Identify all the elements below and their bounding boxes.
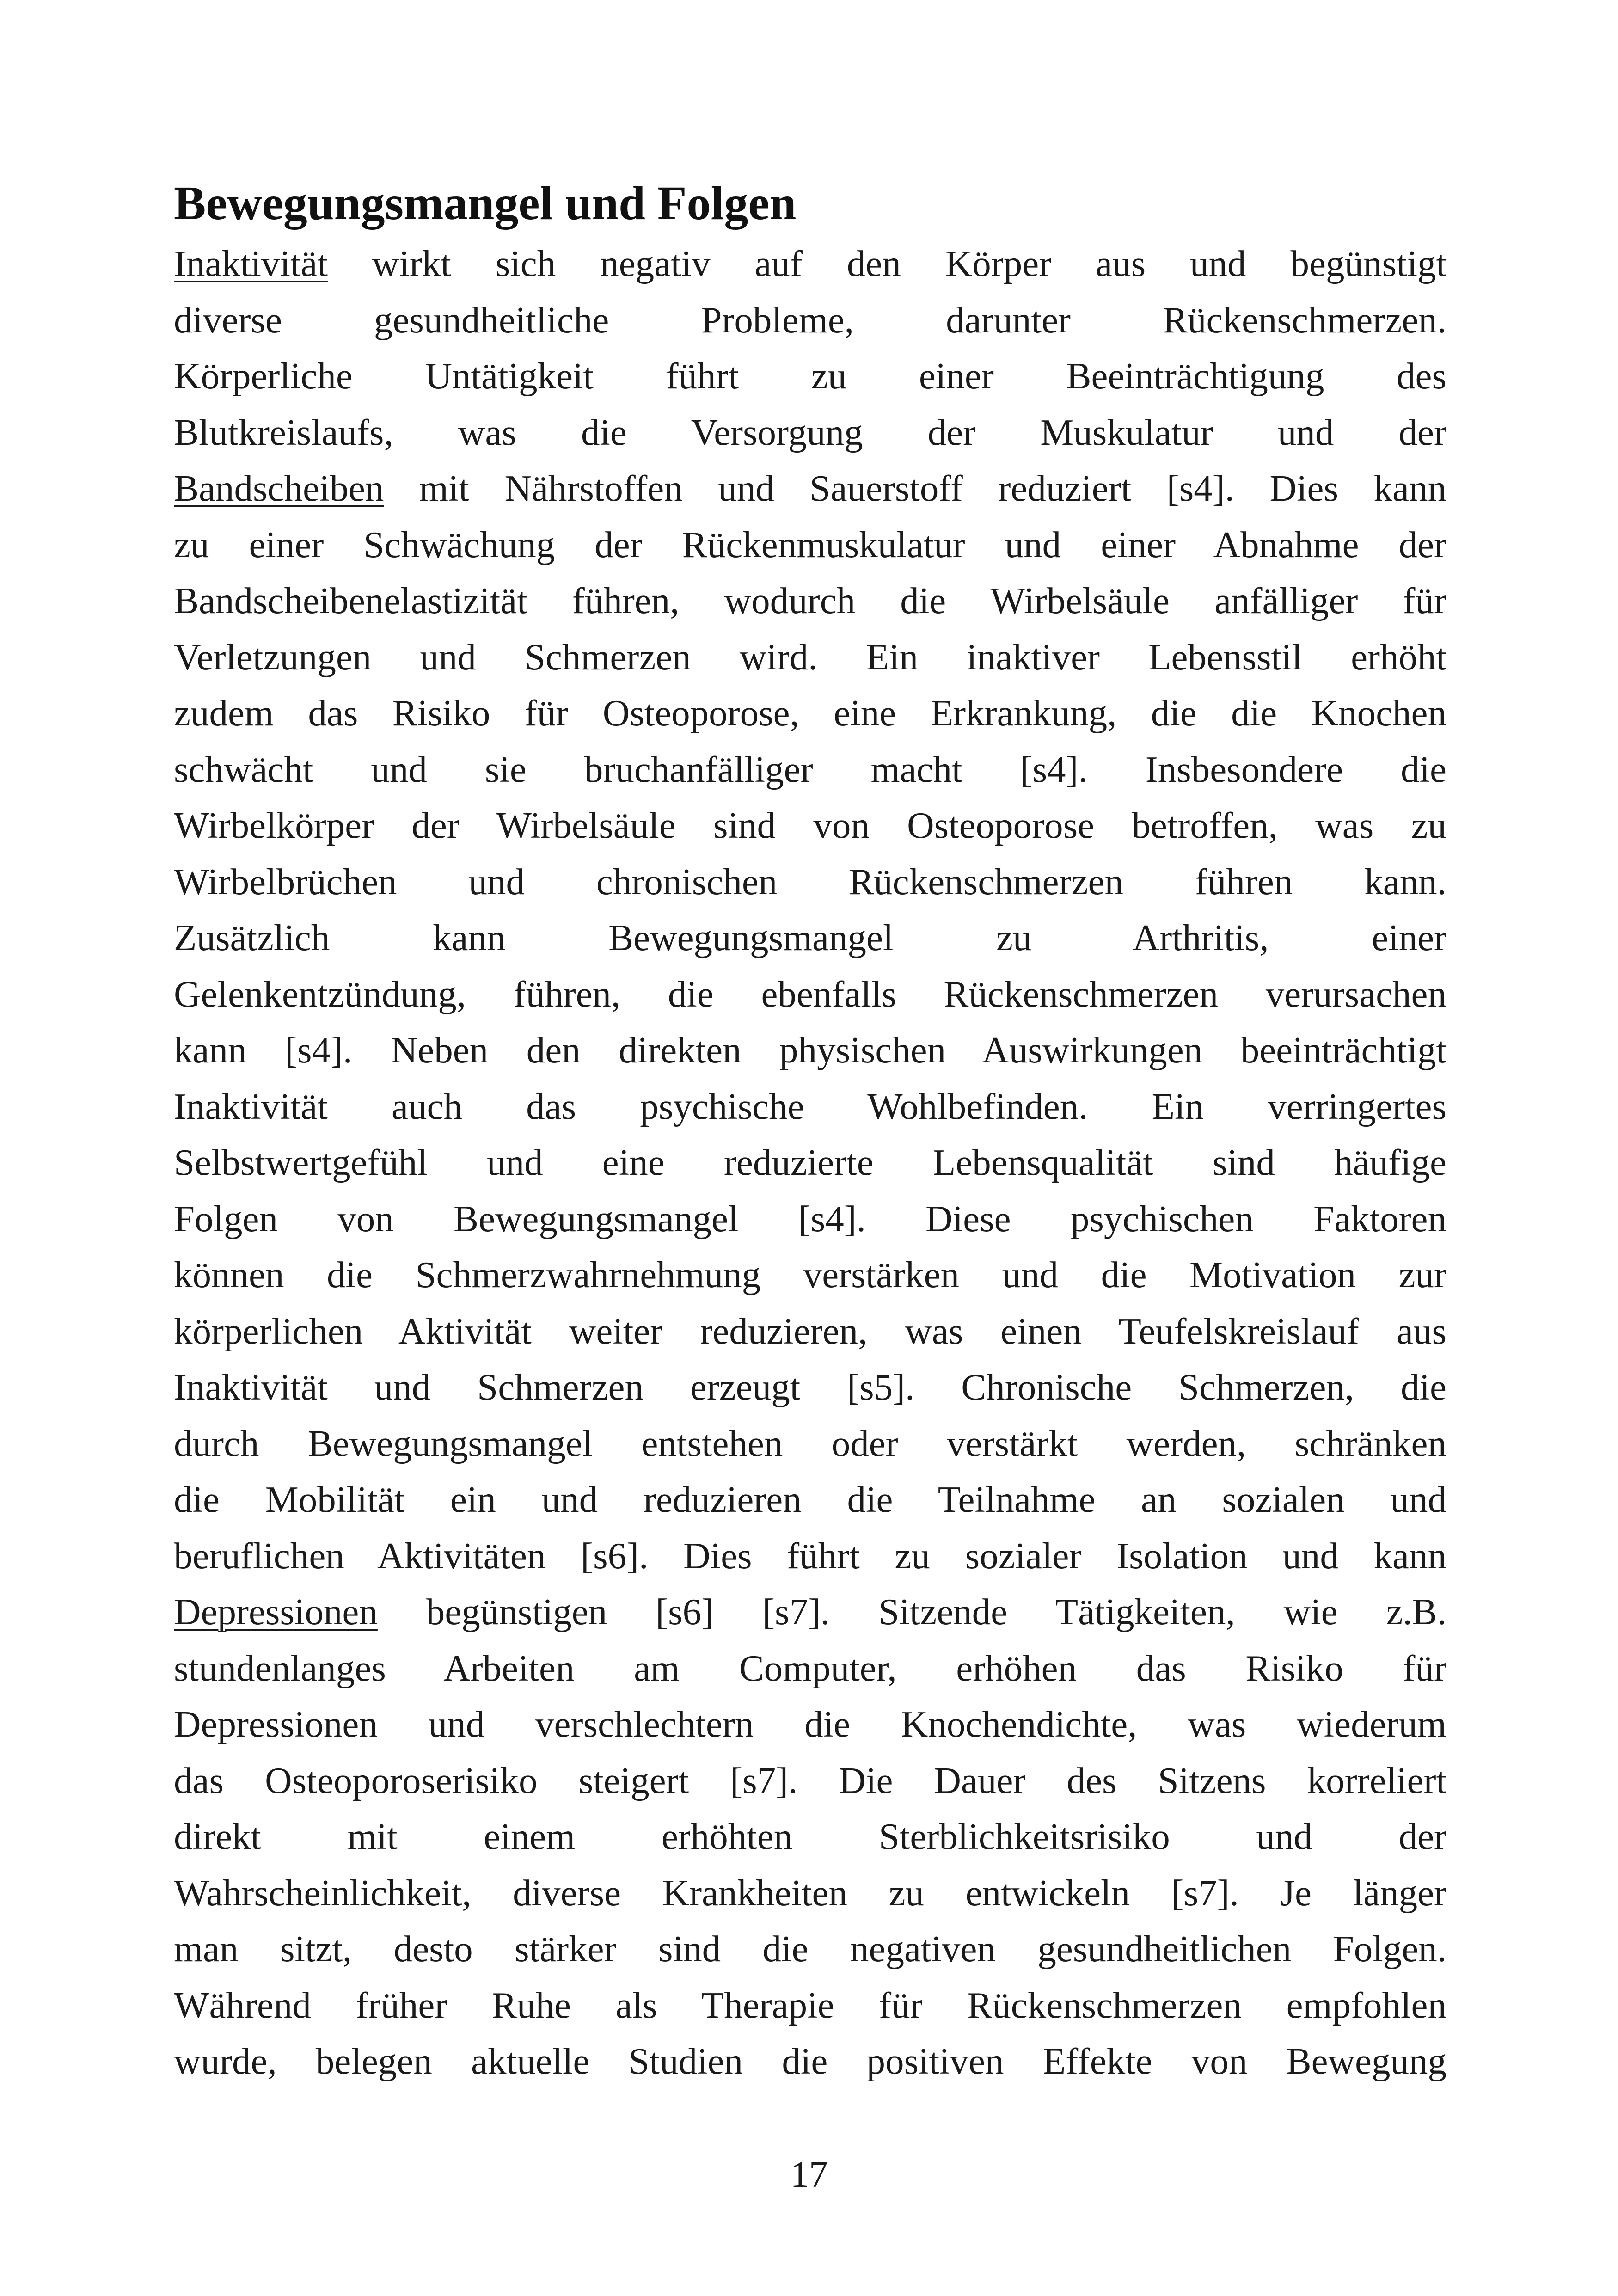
text-segment: Wirbelkörper der Wirbelsäule sind von Osteoporose betroffen, was zu xyxy=(174,804,1446,846)
text-segment: können die Schmerzwahrnehmung verstärken und die Motivation zur xyxy=(174,1254,1446,1295)
text-line xyxy=(174,2033,1446,2090)
text-line xyxy=(174,1079,1446,1135)
text-segment: stundenlanges Arbeiten am Computer, erhöhen das Risiko für xyxy=(174,1647,1446,1689)
text-segment: wurde, belegen aktuelle Studien die positiven Effekte von Bewegung xyxy=(174,2040,1446,2082)
text-segment: diverse gesundheitliche Probleme, darunter Rückenschmerzen. xyxy=(174,299,1446,341)
text-segment: direkt mit einem erhöhten Sterblichkeitsrisiko und der xyxy=(174,1816,1446,1857)
text-segment: Wirbelbrüchen und chronischen Rückenschmerzen führen kann. xyxy=(174,860,1446,902)
text-segment: kann [s4]. Neben den direkten physischen Auswirkungen beeinträchtigt xyxy=(174,1029,1446,1071)
text-line xyxy=(174,405,1446,461)
text-line xyxy=(174,1865,1446,1922)
text-line xyxy=(174,1022,1446,1079)
text-segment: zu einer Schwächung der Rückenmuskulatur und einer Abnahme der xyxy=(174,523,1446,565)
text-segment: die Mobilität ein und reduzieren die Teilnahme an sozialen und xyxy=(174,1479,1446,1520)
underlined-term: Inaktivität xyxy=(174,243,328,284)
text-line xyxy=(174,236,1446,292)
text-segment: Depressionen und verschlechtern die Knochendichte, was wiederum xyxy=(174,1703,1446,1745)
underlined-term: Depressionen xyxy=(174,1591,378,1633)
text-segment: Zusätzlich kann Bewegungsmangel zu Arthritis, einer xyxy=(174,917,1446,958)
text-line xyxy=(174,685,1446,742)
text-segment: durch Bewegungsmangel entstehen oder verstärkt werden, schränken xyxy=(174,1422,1446,1464)
text-line xyxy=(174,573,1446,629)
text-line xyxy=(174,1528,1446,1584)
text-line xyxy=(174,460,1446,517)
text-line xyxy=(174,1472,1446,1528)
text-line xyxy=(174,1416,1446,1472)
text-line xyxy=(174,1135,1446,1191)
text-segment: Körperliche Untätigkeit führt zu einer Beeinträchtigung des xyxy=(174,355,1446,397)
text-segment: wirkt sich negativ auf den Körper aus und begünstigt xyxy=(327,243,1446,284)
text-line xyxy=(174,517,1446,573)
text-line xyxy=(174,966,1446,1023)
text-line xyxy=(174,742,1446,798)
text-line xyxy=(174,854,1446,910)
text-segment: mit Nährstoffen und Sauerstoff reduziert [s4]. Dies kann xyxy=(384,467,1446,509)
text-line xyxy=(174,1753,1446,1809)
text-line xyxy=(174,1247,1446,1303)
text-line xyxy=(174,292,1446,349)
text-line xyxy=(174,629,1446,686)
text-segment: Inaktivität und Schmerzen erzeugt [s5]. Chronische Schmerzen, die xyxy=(174,1366,1446,1408)
text-segment: Gelenkentzündung, führen, die ebenfalls Rückenschmerzen verursachen xyxy=(174,973,1446,1015)
text-line xyxy=(174,1303,1446,1360)
text-line xyxy=(174,1977,1446,2034)
text-segment: Inaktivität auch das psychische Wohlbefinden. Ein verringertes xyxy=(174,1085,1446,1127)
text-line xyxy=(174,1191,1446,1247)
text-segment: Wahrscheinlichkeit, diverse Krankheiten zu entwickeln [s7]. Je länger xyxy=(174,1872,1446,1914)
text-segment: beruflichen Aktivitäten [s6]. Dies führt zu sozialer Isolation und kann xyxy=(174,1535,1446,1577)
body-paragraph xyxy=(174,236,1446,2090)
text-segment: das Osteoporoserisiko steigert [s7]. Die Dauer des Sitzens korreliert xyxy=(174,1759,1446,1801)
text-line xyxy=(174,1809,1446,1865)
page-number: 17 xyxy=(790,2154,828,2195)
text-line xyxy=(174,1640,1446,1697)
text-segment: Folgen von Bewegungsmangel [s4]. Diese psychischen Faktoren xyxy=(174,1197,1446,1240)
text-line xyxy=(174,1584,1446,1640)
text-segment: Während früher Ruhe als Therapie für Rückenschmerzen empfohlen xyxy=(174,1984,1446,2026)
text-segment: zudem das Risiko für Osteoporose, eine Erkrankung, die die Knochen xyxy=(174,692,1446,734)
text-segment: Blutkreislaufs, was die Versorgung der Muskulatur und der xyxy=(174,411,1446,453)
text-line xyxy=(174,1921,1446,1977)
text-segment: Bandscheibenelastizität führen, wodurch die Wirbelsäule anfälliger für xyxy=(174,580,1446,621)
text-line xyxy=(174,1359,1446,1416)
text-line xyxy=(174,348,1446,405)
underlined-term: Bandscheiben xyxy=(174,467,384,509)
text-line xyxy=(174,910,1446,966)
text-segment: begünstigen [s6] [s7]. Sitzende Tätigkeiten, wie z.B. xyxy=(377,1591,1446,1633)
text-segment: schwächt und sie bruchanfälliger macht [s4]. Insbesondere die xyxy=(174,748,1446,790)
text-segment: man sitzt, desto stärker sind die negativen gesundheitlichen Folgen. xyxy=(174,1928,1446,1970)
document-page xyxy=(174,171,1446,2090)
text-segment: körperlichen Aktivität weiter reduzieren, was einen Teufelskreislauf aus xyxy=(174,1310,1446,1352)
text-line xyxy=(174,1696,1446,1753)
section-heading: Bewegungsmangel und Folgen xyxy=(174,177,797,230)
text-segment: Verletzungen und Schmerzen wird. Ein inaktiver Lebensstil erhöht xyxy=(174,636,1446,678)
text-line xyxy=(174,798,1446,854)
text-segment: Selbstwertgefühl und eine reduzierte Lebensqualität sind häufige xyxy=(174,1142,1446,1183)
